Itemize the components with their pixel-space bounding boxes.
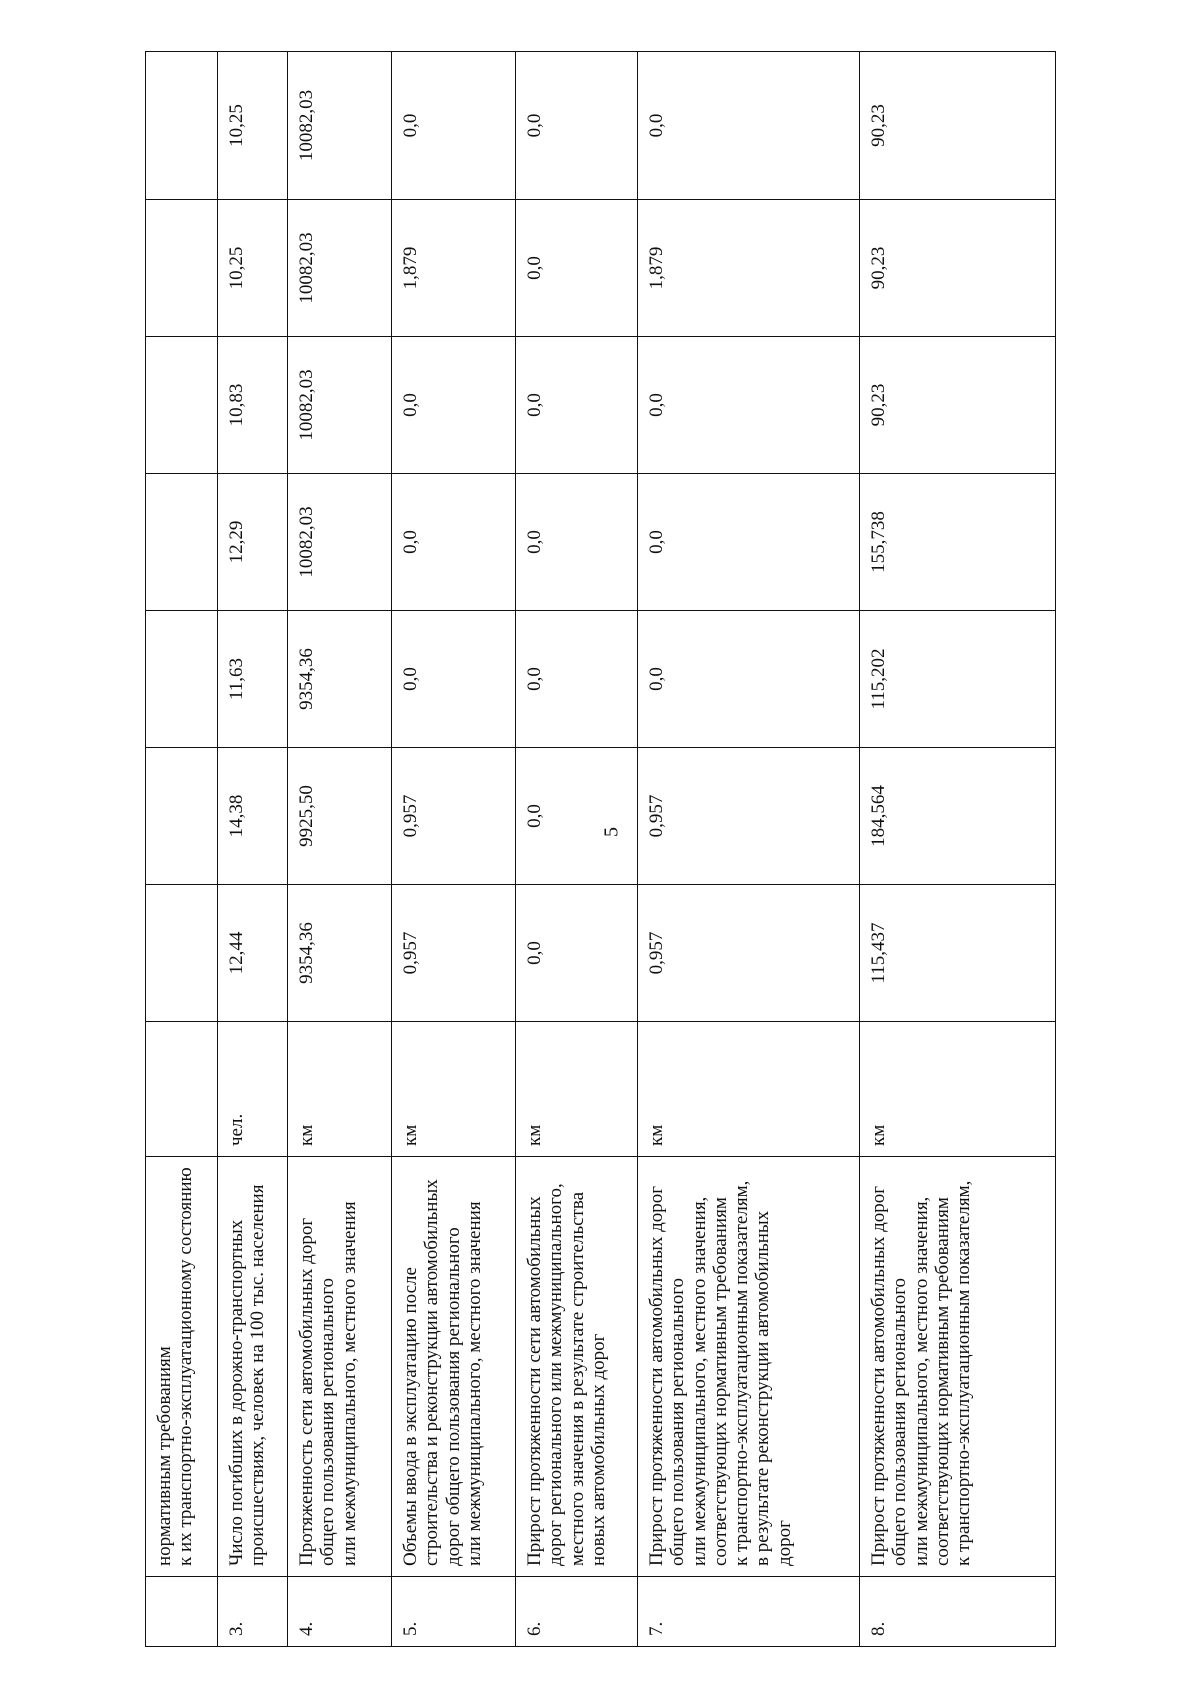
- indicator-name-cell: Объемы ввода в эксплуатацию после строительства и реконструкции автомобильных дорог общего пользования регионального или межмуниципального, местного значения: [392, 1157, 516, 1577]
- table-row: [288, 52, 392, 1647]
- value-cell: [146, 885, 218, 1022]
- value-cell: 0,957: [392, 748, 516, 885]
- unit-cell: [146, 1022, 218, 1157]
- value-cell: 10,83: [218, 337, 288, 474]
- indicator-name-cell: Прирост протяженности автомобильных дорог общего пользования регионального или межмуниципального, местного значения, соответствующих нормативным требованиям к транспортно-эксплуатационным показателям,: [860, 1157, 1056, 1577]
- value-cell: 10,25: [218, 200, 288, 337]
- value-cell: 0,0: [392, 52, 516, 200]
- row-number-cell: 8.: [860, 1577, 1056, 1647]
- table-row: [516, 52, 638, 1647]
- table-rotation-wrapper: [145, 57, 1055, 1647]
- table-row: [392, 52, 516, 1647]
- row-number-cell: 7.: [638, 1577, 860, 1647]
- row-number-cell: 5.: [392, 1577, 516, 1647]
- table-row: [146, 52, 218, 1647]
- value-cell: [146, 611, 218, 748]
- row-number-cell: 4.: [288, 1577, 392, 1647]
- table-body: [146, 52, 1056, 1647]
- value-cell: 0,0: [516, 52, 638, 200]
- value-cell: [146, 200, 218, 337]
- value-cell: 0,0: [638, 474, 860, 611]
- value-cell: 0,0: [516, 337, 638, 474]
- unit-cell: км: [392, 1022, 516, 1157]
- row-number-cell: 3.: [218, 1577, 288, 1647]
- value-cell: 115,437: [860, 885, 1056, 1022]
- unit-cell: км: [638, 1022, 860, 1157]
- value-cell: 0,0: [392, 611, 516, 748]
- value-cell: 10082,03: [288, 52, 392, 200]
- value-cell: 10082,03: [288, 337, 392, 474]
- value-cell: 0,0: [638, 611, 860, 748]
- unit-cell: км: [860, 1022, 1056, 1157]
- value-cell: 11,63: [218, 611, 288, 748]
- indicator-name-cell: Прирост протяженности сети автомобильных дорог регионального или межмуниципального, местного значения в результате строительства новых автомобильных дорог: [516, 1157, 638, 1577]
- value-cell: 184,564: [860, 748, 1056, 885]
- value-cell: 0,0: [516, 748, 638, 885]
- value-cell: 9354,36: [288, 885, 392, 1022]
- value-cell: 0,0: [392, 474, 516, 611]
- table-row: [860, 52, 1056, 1647]
- value-cell: [146, 474, 218, 611]
- value-cell: 0,957: [392, 885, 516, 1022]
- value-cell: 90,23: [860, 200, 1056, 337]
- value-cell: 0,0: [516, 885, 638, 1022]
- unit-cell: км: [516, 1022, 638, 1157]
- value-cell: 0,0: [516, 474, 638, 611]
- value-cell: 10082,03: [288, 200, 392, 337]
- unit-cell: чел.: [218, 1022, 288, 1157]
- value-cell: 12,44: [218, 885, 288, 1022]
- value-cell: 0,0: [516, 200, 638, 337]
- row-number-cell: [146, 1577, 218, 1647]
- row-number-cell: 6.: [516, 1577, 638, 1647]
- value-cell: 0,957: [638, 885, 860, 1022]
- page-number: 5: [600, 827, 623, 837]
- table-container: [145, 57, 1055, 1647]
- value-cell: 0,0: [392, 337, 516, 474]
- indicator-name-cell: Число погибших в дорожно-транспортных происшествиях, человек на 100 тыс. населения: [218, 1157, 288, 1577]
- indicator-name-cell: нормативным требованиям к их транспортно-эксплуатационному состоянию: [146, 1157, 218, 1577]
- value-cell: 9925,50: [288, 748, 392, 885]
- value-cell: 14,38: [218, 748, 288, 885]
- value-cell: 9354,36: [288, 611, 392, 748]
- value-cell: 1,879: [638, 200, 860, 337]
- value-cell: 12,29: [218, 474, 288, 611]
- value-cell: 10,25: [218, 52, 288, 200]
- value-cell: 1,879: [392, 200, 516, 337]
- value-cell: [146, 748, 218, 885]
- value-cell: [146, 52, 218, 200]
- indicator-name-cell: Протяженность сети автомобильных дорог общего пользования регионального или межмуниципального, местного значения: [288, 1157, 392, 1577]
- table-row: [638, 52, 860, 1647]
- value-cell: 0,0: [638, 337, 860, 474]
- value-cell: 0,0: [516, 611, 638, 748]
- indicators-table: [145, 51, 1056, 1647]
- value-cell: 10082,03: [288, 474, 392, 611]
- value-cell: 90,23: [860, 337, 1056, 474]
- value-cell: [146, 337, 218, 474]
- unit-cell: км: [288, 1022, 392, 1157]
- value-cell: 115,202: [860, 611, 1056, 748]
- value-cell: 90,23: [860, 52, 1056, 200]
- value-cell: 0,0: [638, 52, 860, 200]
- table-row: [218, 52, 288, 1647]
- value-cell: 0,957: [638, 748, 860, 885]
- indicator-name-cell: Прирост протяженности автомобильных дорог общего пользования регионального или межмуниципального, местного значения, соответствующих нормативным требованиям к транспортно-эксплуатационным показателям, в результате реконструкции автомобильных дорог: [638, 1157, 860, 1577]
- value-cell: 155,738: [860, 474, 1056, 611]
